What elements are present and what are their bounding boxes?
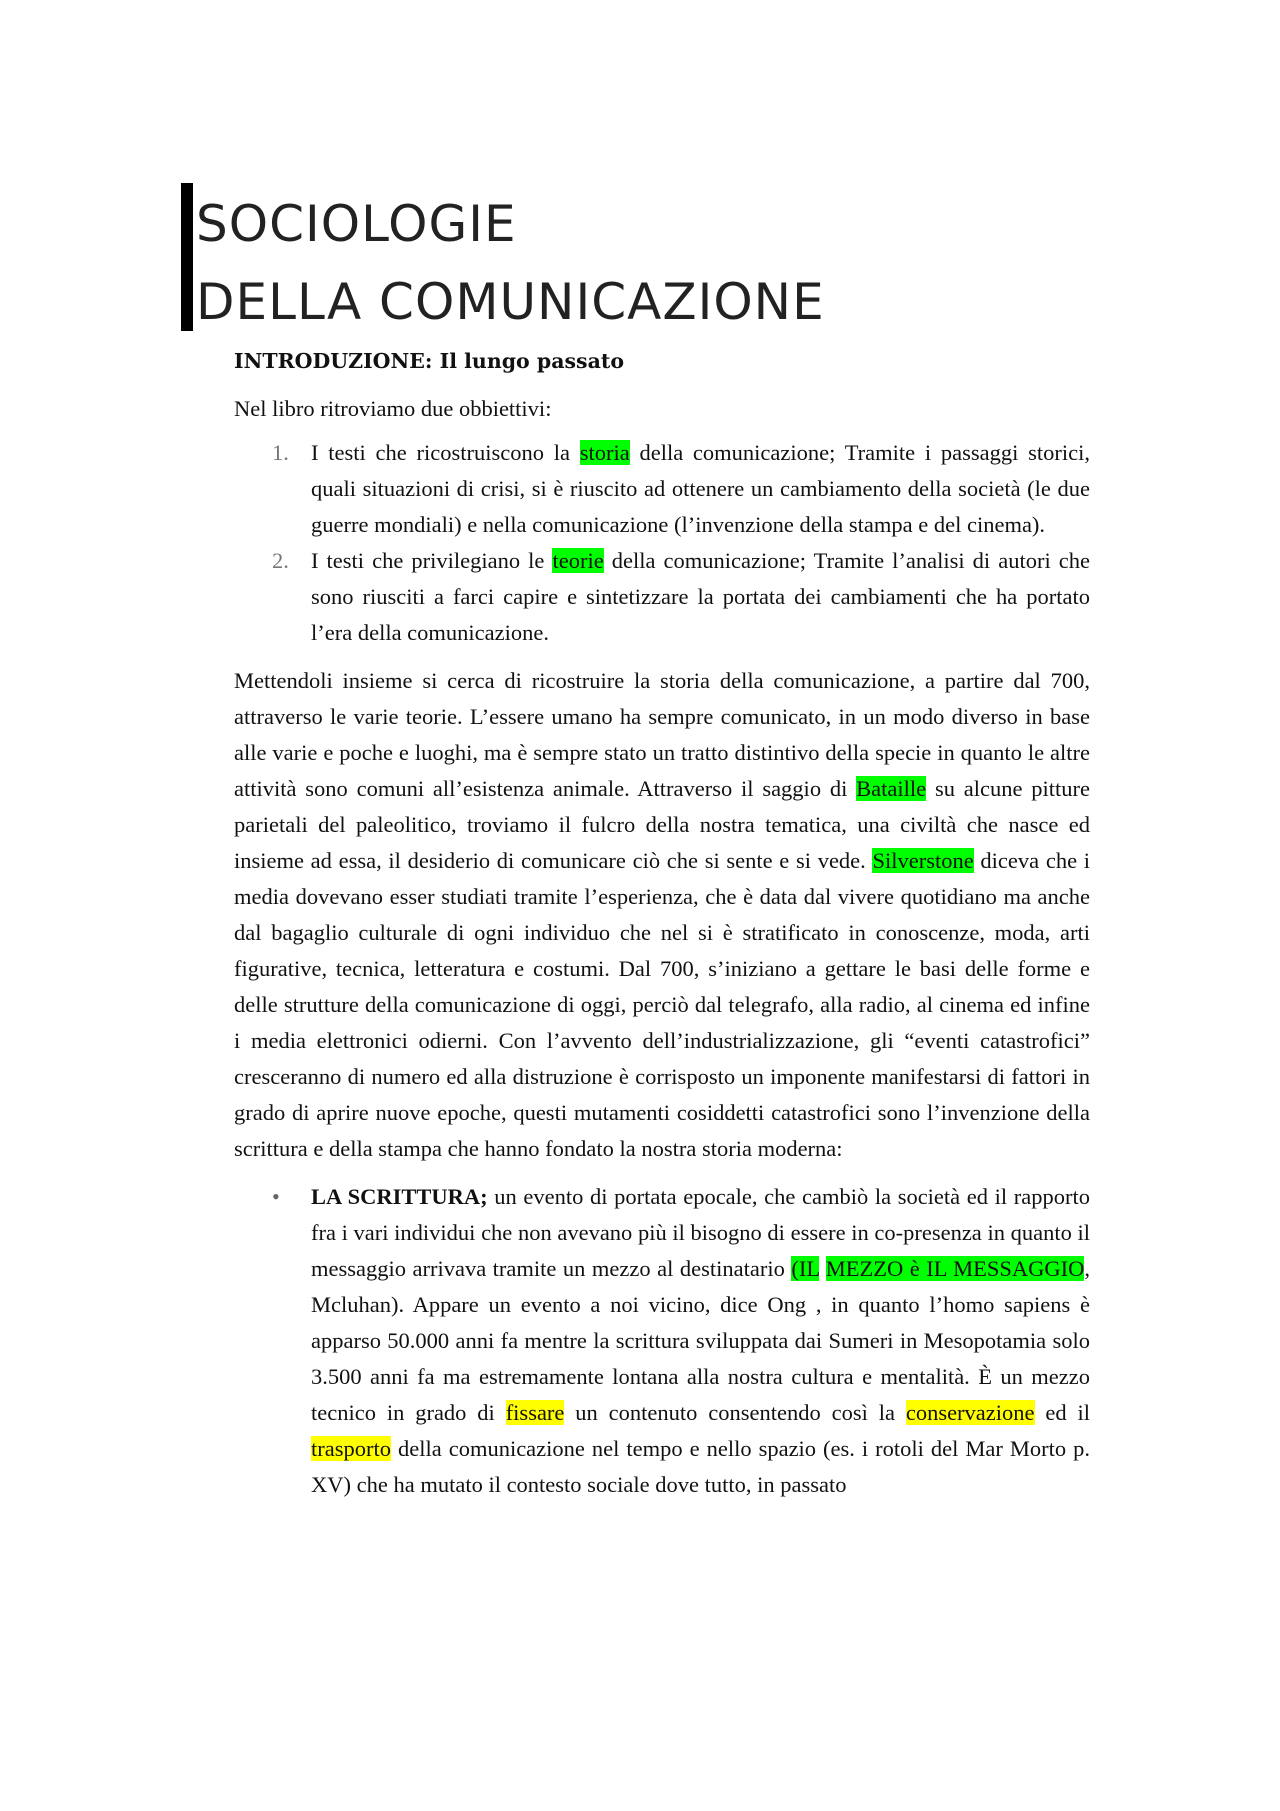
title-accent-bar [181, 183, 193, 331]
goal-item-2 [234, 543, 1090, 651]
goal-text: della comunicazione; Tramite l’analisi di autori che sono riusciti a farci capire e sintetizzare la portata dei cambiamenti che ha portato l’era della comunicazione. [311, 548, 1090, 645]
paragraph-text: diceva che i media dovevano esser studiati tramite l’esperienza, che è data dal vivere quotidiano ma anche dal bagaglio culturale di ogni individuo che nel si è stratificato in conoscenze, moda, arti figurative, tecnica, letteratura e costumi. Dal 700, s’iniziano a gettare le basi delle forme e delle strutture della comunicazione di oggi, perciò dal telegrafo, alla radio, al cinema ed infine i media elettronici odierni. Con l’avvento dell’industrializzazione, gli “eventi catastrofici” cresceranno di numero ed alla distruzione è corrisposto un imponente manifestarsi di fattori in grado di aprire nuove epoche, questi mutamenti cosiddetti catastrofici sono l’invenzione della scrittura e della stampa che hanno fondato la nostra storia moderna: [234, 848, 1090, 1161]
event-text: un contenuto consentendo così la [564, 1400, 906, 1425]
event-text: ed il [1034, 1400, 1090, 1425]
highlight-teorie: teorie [552, 548, 604, 573]
goal-text: I testi che ricostruiscono la [311, 440, 580, 465]
goal-text: della comunicazione; Tramite i passaggi storici, quali situazioni di crisi, si è riuscito ad ottenere un cambiamento della società (le due guerre mondiali) e nella comunicazione (l’invenzione della stampa e del cinema). [311, 440, 1091, 537]
event-title: LA SCRITTURA; [311, 1184, 488, 1209]
event-text [819, 1256, 826, 1281]
highlight-il: (IL [791, 1256, 820, 1281]
event-text: un evento di portata epocale, che cambiò la società ed il rapporto fra i vari individui che non avevano più il bisogno di essere in co-presenza in quanto il messaggio arrivava tramite un mezzo al destinatario [311, 1184, 1090, 1281]
title-line-1: SOCIOLOGIE [196, 195, 517, 253]
bullet-icon: • [272, 1184, 280, 1209]
goals-list [234, 435, 1090, 651]
highlight-conservazione: conservazione [905, 1400, 1035, 1425]
highlight-bataille: Bataille [856, 776, 927, 801]
paragraph-text: su alcune pitture parietali del paleolitico, troviamo il fulcro della nostra tematica, una civiltà che nasce ed insieme ad essa, il desiderio di comunicare ciò che si sente e si vede. [234, 776, 1091, 873]
goal-item-1 [234, 435, 1090, 543]
title-line-2: DELLA COMUNICAZIONE [196, 273, 825, 331]
body-paragraph [234, 663, 1090, 1167]
event-item-scrittura [234, 1179, 1090, 1503]
goal-number: 2. [272, 548, 289, 573]
section-heading: INTRODUZIONE: Il lungo passato [234, 349, 624, 373]
lead-sentence: Nel libro ritroviamo due obbiettivi: [234, 396, 552, 421]
events-list [234, 1179, 1090, 1503]
highlight-trasporto: trasporto [311, 1436, 391, 1461]
document-title [196, 185, 825, 341]
document-body [234, 343, 1090, 1503]
highlight-storia: storia [579, 440, 630, 465]
event-text: della comunicazione nel tempo e nello spazio (es. i rotoli del Mar Morto p. XV) che ha mutato il contesto sociale dove tutto, in passato [311, 1436, 1090, 1497]
goal-text: I testi che privilegiano le [311, 548, 553, 573]
highlight-silverstone: Silverstone [872, 848, 974, 873]
highlight-mezzo-messaggio: MEZZO è IL MESSAGGIO [825, 1256, 1085, 1281]
event-text: , Mcluhan). Appare un evento a noi vicino, dice Ong , in quanto l’homo sapiens è apparso 50.000 anni fa mentre la scrittura sviluppata dai Sumeri in Mesopotamia solo 3.500 anni fa ma estremamente lontana alla nostra cultura e mentalità. È un mezzo tecnico in grado di [311, 1256, 1090, 1425]
goal-number: 1. [272, 440, 289, 465]
paragraph-text: Mettendoli insieme si cerca di ricostruire la storia della comunicazione, a partire dal 700, attraverso le varie teorie. L’essere umano ha sempre comunicato, in un modo diverso in base alle varie e poche e luoghi, ma è sempre stato un tratto distintivo della specie in quanto le altre attività sono comuni all’esistenza animale. Attraverso il saggio di [234, 668, 1090, 801]
highlight-fissare: fissare [505, 1400, 565, 1425]
